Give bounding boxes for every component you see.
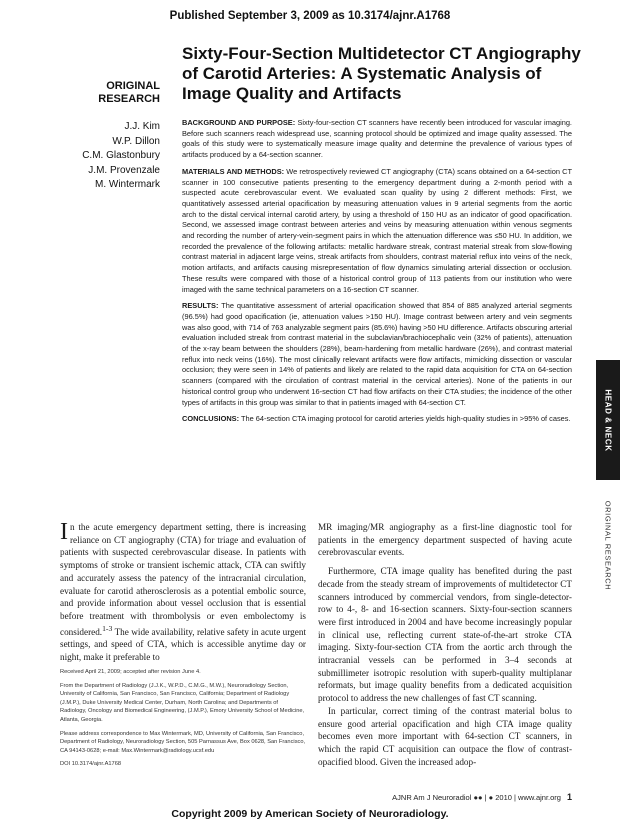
- body-text: n the acute emergency department setting, there is increasing reliance on CT angiography (CTA) for triage and evaluation of patients with suspected cerebrovascular disease. In patients with symptoms of stroke or transient ischemic attack, CTA can swiftly and accurately assess the patency of the intracranial circulation, evaluate for carotid atherosclerosis as a potential embolic source, and provide information about vessel occlusion that is essential before treatment with thrombolysis or even embolectomy is considered.: [60, 522, 306, 637]
- abstract-methods: [182, 167, 572, 295]
- copyright-line: Copyright 2009 by American Society of Neuroradiology.: [171, 808, 449, 820]
- body-paragraph: [60, 521, 306, 664]
- affiliations-note: From the Department of Radiology (J.J.K., W.P.D., C.M.G., M.W.), Neuroradiology Section, University of California, San Francisco, San Francisco, California; Department of Radiology (J.M.P.), Duke University Medical Center, Durham, North Carolina; and Departments of Radiology, Oncology and Biomedical Engineering, (J.M.P.), Emory University School of Medicine, Atlanta, Georgia.: [60, 682, 305, 723]
- side-tab-type-label: ORIGINAL RESEARCH: [603, 500, 613, 590]
- abstract-heading: RESULTS:: [182, 301, 219, 311]
- author-name: M. Wintermark: [95, 179, 160, 190]
- abstract-text: The 64-section CTA imaging protocol for carotid arteries yields high-quality studies in >95% of cases.: [241, 414, 571, 424]
- author-name: J.J. Kim: [124, 121, 160, 132]
- published-line: Published September 3, 2009 as 10.3174/ajnr.A1768: [169, 10, 451, 22]
- body-paragraph: In particular, correct timing of the contrast material bolus to ensure good arterial opacification and high CTA image quality becomes even more important with 64-section CT scanners, in which the rapid CT acquisition can outpace the flow of contrast-opacified blood. Given the increased adop-: [318, 705, 572, 767]
- received-note: Received April 21, 2009; accepted after revision June 4.: [60, 669, 201, 675]
- abstract-heading: MATERIALS AND METHODS:: [182, 166, 285, 176]
- doi-note: DOI 10.3174/ajnr.A1768: [60, 761, 122, 768]
- abstract: [182, 118, 572, 431]
- body-text: The wide availability, relative safety in acute urgent settings, and speed of CTA, which is accessible anytime day or night, make it preferable to: [60, 626, 306, 663]
- journal-footer: [318, 792, 572, 802]
- abstract-results: [182, 301, 572, 408]
- drop-cap: I: [60, 519, 68, 545]
- abstract-heading: BACKGROUND AND PURPOSE:: [182, 118, 296, 127]
- abstract-text: Sixty-four-section CT scanners have recently been introduced for vascular imaging. Before such scanners reach widespread use, scanning protocol should be optimized and image quality assessed. The goals of this study were to systematically measure image quality and determine the prevalence of various types of artifacts produced by a 64-section scanner.: [182, 118, 572, 160]
- abstract-text: The quantitative assessment of arterial opacification showed that 854 of 885 analyzed arterial segments (96.5%) had good opacification (ie, attenuation values >150 HU). Image contrast between artery and vein segments was also good, with 714 of 763 analyzable segment pairs (85.6%) having >50 HU difference. Artifacts obscuring arterial evaluation included streak from contrast material in the subclavian/brachiocephalic vein (32% of patients), attenuation of the x-ray beam between the shoulders (28%), beam-hardening from metallic hardware (26%), and contrast material reflux into neck veins (16%). The most clinically relevant artifacts were flow artifacts, mimicking dissection or vascular occlusion; they were seen in 14% of patients and likely are related to the rapid data acquisition for CTA on 64-section scanners (compared with the circulation of contrast material in the cervical arteries). None of the patients in our historical control group who underwent 16-section CT had flow artifacts on their CTA studies; the incidence of the other types of artifacts in this group was similar to that in patients imaged with 64-section CT.: [182, 301, 572, 407]
- section-label: ORIGINAL RESEARCH: [98, 80, 160, 105]
- article-notes: [60, 668, 306, 774]
- author-list: [60, 120, 160, 193]
- abstract-conclusions: [182, 414, 572, 425]
- page-number: 1: [566, 792, 572, 802]
- body-column-left: [60, 521, 306, 664]
- author-name: J.M. Provenzale: [88, 164, 160, 176]
- author-name: C.M. Glastonbury: [82, 150, 160, 161]
- article-title: Sixty-Four-Section Multidetector CT Angiography of Carotid Arteries: A Systematic Analysis of Image Quality and Artifacts: [182, 44, 581, 103]
- body-paragraph: Furthermore, CTA image quality has benefited during the past decade from the steady stream of improvements of multidetector CT scanners introduced by commercial vendors, from single-detector-row to 4-, 8- and 16-section scanners. Sixty-four-section scanners were first introduced in 2004 and have become increasingly popular in clinical use, reflecting current state-of-the-art stroke CTA imaging. Sixty-four-section CTA from the aortic arch through the intracranial vessels can be performed in 3–4 seconds at submillimeter isotropic resolution with superb-quality multiplanar reformats, but image quality benefits from a dedicated acquisition protocol to address the new challenges of fast CT scanning.: [318, 566, 572, 704]
- body-paragraph: MR imaging/MR angiography as a first-line diagnostic tool for patients in the emergency department suspected of having acute cerebrovascular events.: [318, 522, 572, 558]
- author-name: W.P. Dillon: [112, 135, 160, 147]
- side-tab-type: [596, 490, 620, 600]
- abstract-background: [182, 118, 572, 161]
- abstract-heading: CONCLUSIONS:: [182, 414, 240, 424]
- side-tab-topic-label: HEAD & NECK: [603, 388, 613, 452]
- side-tab-topic: [596, 360, 620, 480]
- journal-citation: AJNR Am J Neuroradiol ●● | ● 2010 | www.ajnr.org: [392, 793, 561, 802]
- correspondence-note: Please address correspondence to Max Wintermark, MD, University of California, San Francisco, Department of Radiology, Neuroradiology Section, 505 Parnassus Ave, Box 0628, San Francisco, CA 94143-0628; e-mail: Max.Wintermark@radiology.ucsf.edu: [60, 730, 306, 754]
- abstract-text: We retrospectively reviewed CT angiography (CTA) scans obtained on a 64-section CT scanner in 100 consecutive patients presenting to the emergency department during a 2-month period with a suspected acute cerebrovascular event. We evaluated scan quality by using 2 different methods: First, we quantitatively assessed arterial opacification by measuring attenuation values in 9 arterial segments from the aortic arch to the distal cervical internal carotid artery, by using a threshold of 150 HU as an indicator of good opacification. Second, we assessed image contrast between arteries and veins by measuring attenuation within venous segments and recording the number of artery-vein-segment pairs in which the attenuation difference was ≤50 HU. In addition, we recorded the prevalence of the following artifacts: metallic hardware streak, contrast material streak from slow-flowing contrast material in adjacent large veins, streak artifacts from shoulders, contrast material reflux into veins of the neck, motion artifacts, and artifacts causing misrepresentation of flow dynamics simulating arterial dissection or occlusion. These results were compared with those of a historical control group of 113 patients from our institution who were imaged with the same technical parameters on a 16-section CT scanner.: [182, 166, 572, 294]
- body-column-right: [318, 521, 572, 768]
- citation: 1-3: [102, 623, 113, 633]
